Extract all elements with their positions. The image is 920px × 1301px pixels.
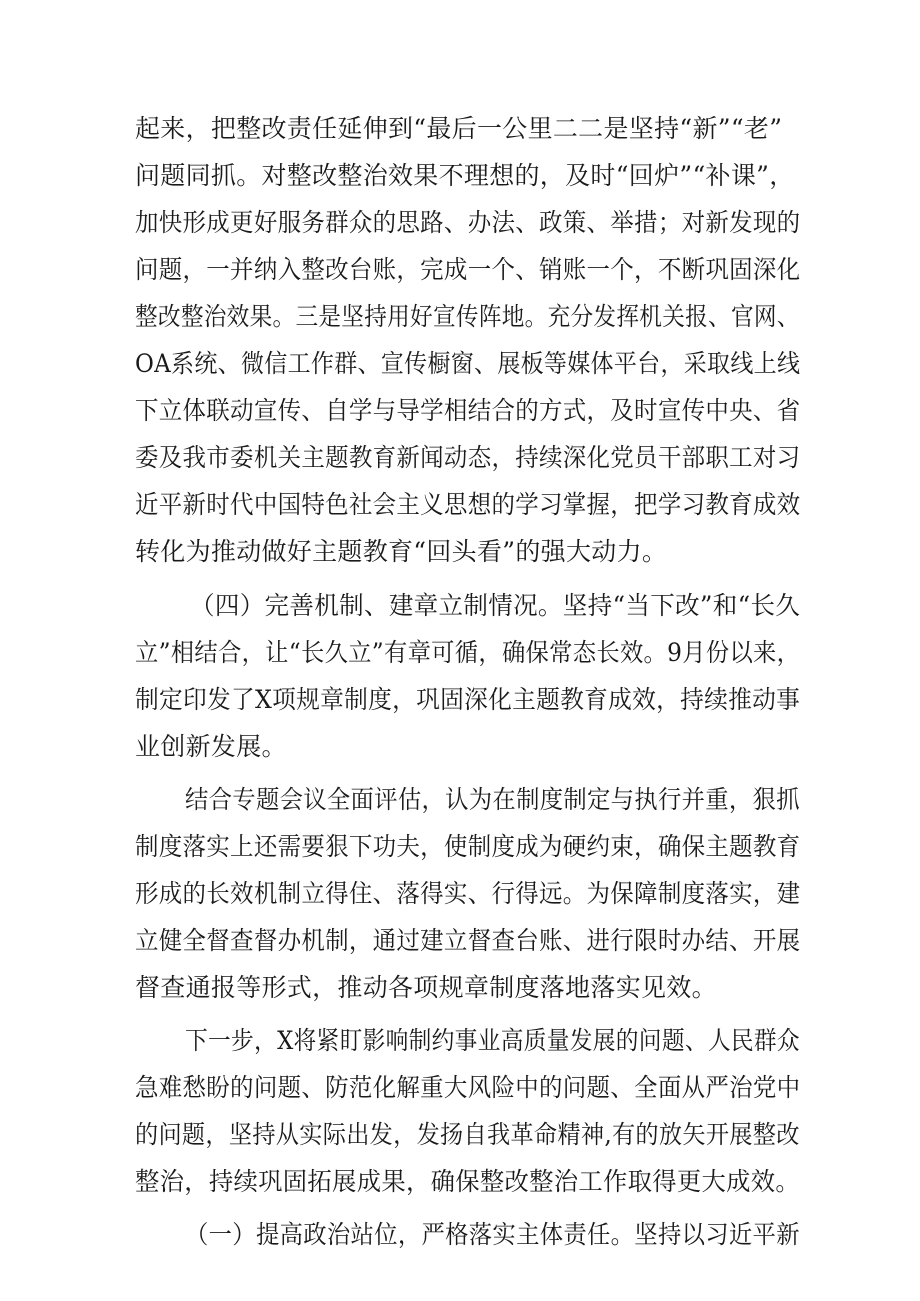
section-heading-line: （一）提高政治站位，严格落实主体责任。坚持以习近平新 [185,1220,800,1249]
text-line: 起来，把整改责任延伸到“最后一公里二二是坚持“新”“老” [135,114,783,143]
text-line: 加快形成更好服务群众的思路、办法、政策、举措；对新发现的 [135,208,801,237]
text-line: 整治，持续巩固拓展成果，确保整改整治工作取得更大成效。 [135,1167,801,1196]
section-heading-line: （四）完善机制、建章立制情况。坚持“当下改”和“长久 [190,591,801,620]
paragraph-start-line: 结合专题会议全面评估，认为在制度制定与执行并重，狠抓 [185,785,800,814]
text-line: 形成的长效机制立得住、落得实、行得远。为保障制度落实，建 [135,879,801,908]
paragraph-start-line: 下一步，X将紧盯影响制约事业高质量发展的问题、人民群众 [185,1026,800,1055]
text-line: 制度落实上还需要狠下功夫，使制度成为硬约束，确保主题教育 [135,832,801,861]
text-line: OA系统、微信工作群、宣传橱窗、展板等媒体平台，采取线上线 [135,349,801,378]
text-line: 近平新时代中国特色社会主义思想的学习掌握，把学习教育成效 [135,490,801,519]
text-line: 委及我市委机关主题教育新闻动态，持续深化党员干部职工对习 [135,443,801,472]
text-line: 督查通报等形式，推动各项规章制度落地落实见效。 [135,973,717,1002]
text-line: 整改整治效果。三是坚持用好宣传阵地。充分发挥机关报、官网、 [135,302,800,331]
text-line: 急难愁盼的问题、防范化解重大风险中的问题、全面从严治党中 [135,1073,801,1102]
text-line: 立健全督查督办机制，通过建立督查台账、进行限时办结、开展 [135,926,801,955]
text-line: 下立体联动宣传、自学与导学相结合的方式，及时宣传中央、省 [135,396,801,425]
text-line: 转化为推动做好主题教育“回头看”的强大动力。 [135,537,668,566]
text-line: 问题同抓。对整改整治效果不理想的，及时“回炉”“补课”， [135,161,795,190]
text-line: 的问题，坚持从实际出发，发扬自我革命精神,有的放矢开展整改 [135,1120,800,1149]
text-line: 业创新发展。 [135,732,287,761]
text-line: 问题，一并纳入整改台账，完成一个、销账一个，不断巩固深化 [135,255,801,284]
text-line: 制定印发了X项规章制度，巩固深化主题教育成效，持续推动事 [135,685,801,714]
text-line: 立”相结合，让“长久立”有章可循，确保常态长效。9月份以来， [135,638,801,667]
